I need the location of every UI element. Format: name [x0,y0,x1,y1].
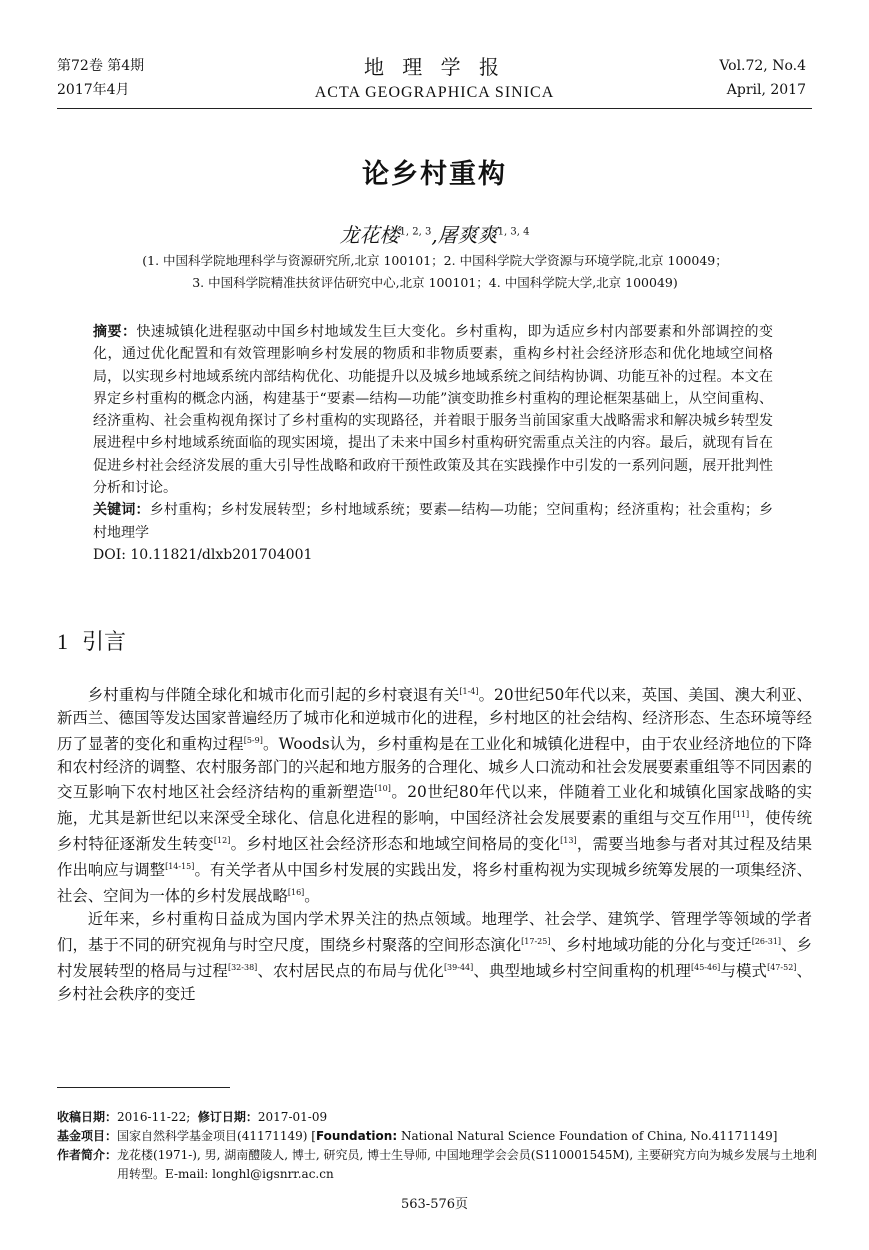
body-text [57,681,812,1005]
author-affiliation-marks: 1, 3, 4 [497,226,530,238]
body-text-run: 。乡村地区社会经济形态和地域空间格局的变化 [230,835,561,854]
body-text-run: 、乡村地域功能的分化与变迁 [550,935,752,954]
body-text-run: 。20世纪50年代以来，英国、美国、澳大利亚、新西兰、德国等发达国家普遍经历了城市化和逆城市化的进程，乡村地区的社会结构、经济形态、生态环境等经历了显著的变化和重构过程 [57,686,812,753]
body-paragraph [57,681,812,908]
body-text-run: 乡村重构与伴随全球化和城市化而引起的乡村衰退有关 [87,686,460,705]
keywords-label: 关键词： [93,502,150,519]
funding-en-label: Foundation: [315,1129,398,1143]
citation: [10] [374,784,391,794]
citation: [32-38] [227,962,258,972]
citation: [47-52] [767,962,797,972]
page-range: 563-576页 [400,1197,469,1212]
body-text-run: ，需要当地参与者对其过程及结果作出响应与调整 [57,835,812,880]
body-text-run: 、乡村社会秩序的变迁 [57,961,812,1003]
citation: [1-4] [459,687,479,696]
issue-date-cn: 2017年4月 [57,82,130,98]
author-bio-text: 龙花楼(1971-), 男, 湖南醴陵人, 博士, 研究员, 博士生导师, 中国地理学会会员(S110001545M), 主要研究方向为城乡发展与土地利用转型。E-mail: longhl@igsnrr.ac.cn [117,1148,817,1181]
citation: [39-44] [443,962,474,972]
journal-name-cn: 地 理 学 报 [363,55,506,79]
affiliation-line: 3. 中国科学院精准扶贫评估研究中心,北京 100101；4. 中国科学院大学,北京 100049) [192,275,678,290]
citation: [26-31] [751,936,782,946]
body-text-run: 。20世纪80年代以来，伴随着工业化和城镇化国家战略的实施，尤其是新世纪以来深受全球化、信息化进程的影响，中国经济社会发展要素的重组与交互作用 [57,783,812,828]
body-text-run: 。有关学者从中国乡村发展的实践出发，将乡村重构视为实现城乡统筹发展的一项集经济、社会、空间为一体的乡村发展战略 [57,861,812,906]
funding-cn: 国家自然科学基金项目(41171149) [ [117,1129,316,1143]
body-text-run: 近年来，乡村重构日益成为国内学术界关注的热点领域。地理学、社会学、建筑学、管理学等领域的学者们，基于不同的研究视角与时空尺度，围绕乡村聚落的空间形态演化 [57,910,812,954]
section-title: 引言 [82,630,127,655]
affiliations [90,250,780,294]
citation: [16] [287,888,305,898]
body-text-run: 、农村居民点的布局与优化 [257,961,444,980]
author-name: 屠爽爽 [437,223,498,247]
affiliation-line: (1. 中国科学院地理科学与资源研究所,北京 100101；2. 中国科学院大学资源与环境学院,北京 100049； [142,253,728,268]
volume-issue-en: Vol.72, No.4 [719,58,806,74]
author-separator: , [431,223,438,247]
footnotes [57,1108,817,1184]
abstract-text: 快速城镇化进程驱动中国乡村地域发生巨大变化。乡村重构，即为适应乡村内部要素和外部调控的变化，通过优化配置和有效管理影响乡村发展的物质和非物质要素，重构乡村社会经济形态和优化地域空间格局，以实现乡村地域系统内部结构优化、功能提升以及城乡地域系统之间结构协调、功能互补的过程。本文在界定乡村重构的概念内涵，构建基于“要素—结构—功能”演变助推乡村重构的理论框架基础上，从空间重构、经济重构、社会重构视角探讨了乡村重构的实现路径，并着眼于服务当前国家重大战略需求和解决城乡转型发展进程中乡村地域系统面临的现实困境，提出了未来中国乡村重构研究需重点关注的内容。最后，就现有旨在促进乡村社会经济发展的重大引导性战略和政府干预性政策及其在实践操作中引发的一系列问题，展开批判性分析和讨论。 [93,324,774,497]
author-name: 龙花楼 [339,223,400,247]
issue-date-en: April, 2017 [726,82,806,98]
citation: [17-25] [521,936,551,946]
journal-name-en: ACTA GEOGRAPHICA SINICA [314,84,555,101]
footnote-rule [57,1087,230,1088]
revised-label: 修订日期： [197,1110,258,1124]
funding [57,1127,817,1146]
body-text-run: 、典型地域乡村空间重构的机理 [473,961,691,980]
citation: [12] [213,836,231,846]
citation: [11] [732,810,750,820]
citation: [45-46] [691,962,721,972]
citation: [13] [560,836,577,846]
received-dates [57,1108,817,1127]
paper-title: 论乡村重构 [362,159,507,190]
author-affiliation-marks: 1, 2, 3 [399,226,432,238]
body-paragraph [57,908,812,1005]
abstract-block [93,321,773,566]
doi: DOI: 10.11821/dlxb201704001 [93,546,313,563]
funding-en: National Natural Science Foundation of China, No.41171149] [397,1129,778,1143]
section-heading [57,625,126,656]
body-text-run: ，使传统乡村特征逐渐发生转变 [57,809,812,854]
citation: [5-9] [243,735,263,745]
header-right [719,54,806,102]
funding-text [117,1127,777,1146]
author-bio-label: 作者简介： [57,1148,118,1162]
body-text-run: 。 [304,887,320,906]
citation: [14-15] [165,862,195,872]
abstract [93,321,773,499]
body-text-run: 与模式 [720,961,768,980]
header-rule [57,108,812,109]
keywords [93,499,773,544]
section-number: 1 [57,629,68,654]
funding-label: 基金项目： [57,1129,118,1143]
keywords-text: 乡村重构；乡村发展转型；乡村地域系统；要素—结构—功能；空间重构；经济重构；社会重构；乡村地理学 [93,502,774,541]
received-label: 收稿日期： [57,1110,118,1124]
volume-issue: 第72卷 第4期 [57,58,145,74]
body-text-run: 、乡村发展转型的格局与过程 [57,935,812,980]
received-date: 2016-11-22; [117,1110,191,1124]
abstract-label: 摘要： [93,324,137,340]
revised-date: 2017-01-09 [257,1110,328,1124]
author-bio [57,1146,817,1184]
author-line [0,219,869,248]
body-text-run: 。Woods认为，乡村重构是在工业化和城镇化进程中，由于农业经济地位的下降和农村经济的调整、农村服务部门的兴起和地方服务的合理化、城乡人口流动和社会发展要素重组等不同因素的交互影响下农村地区社会经济结构的重新塑造 [57,734,812,802]
